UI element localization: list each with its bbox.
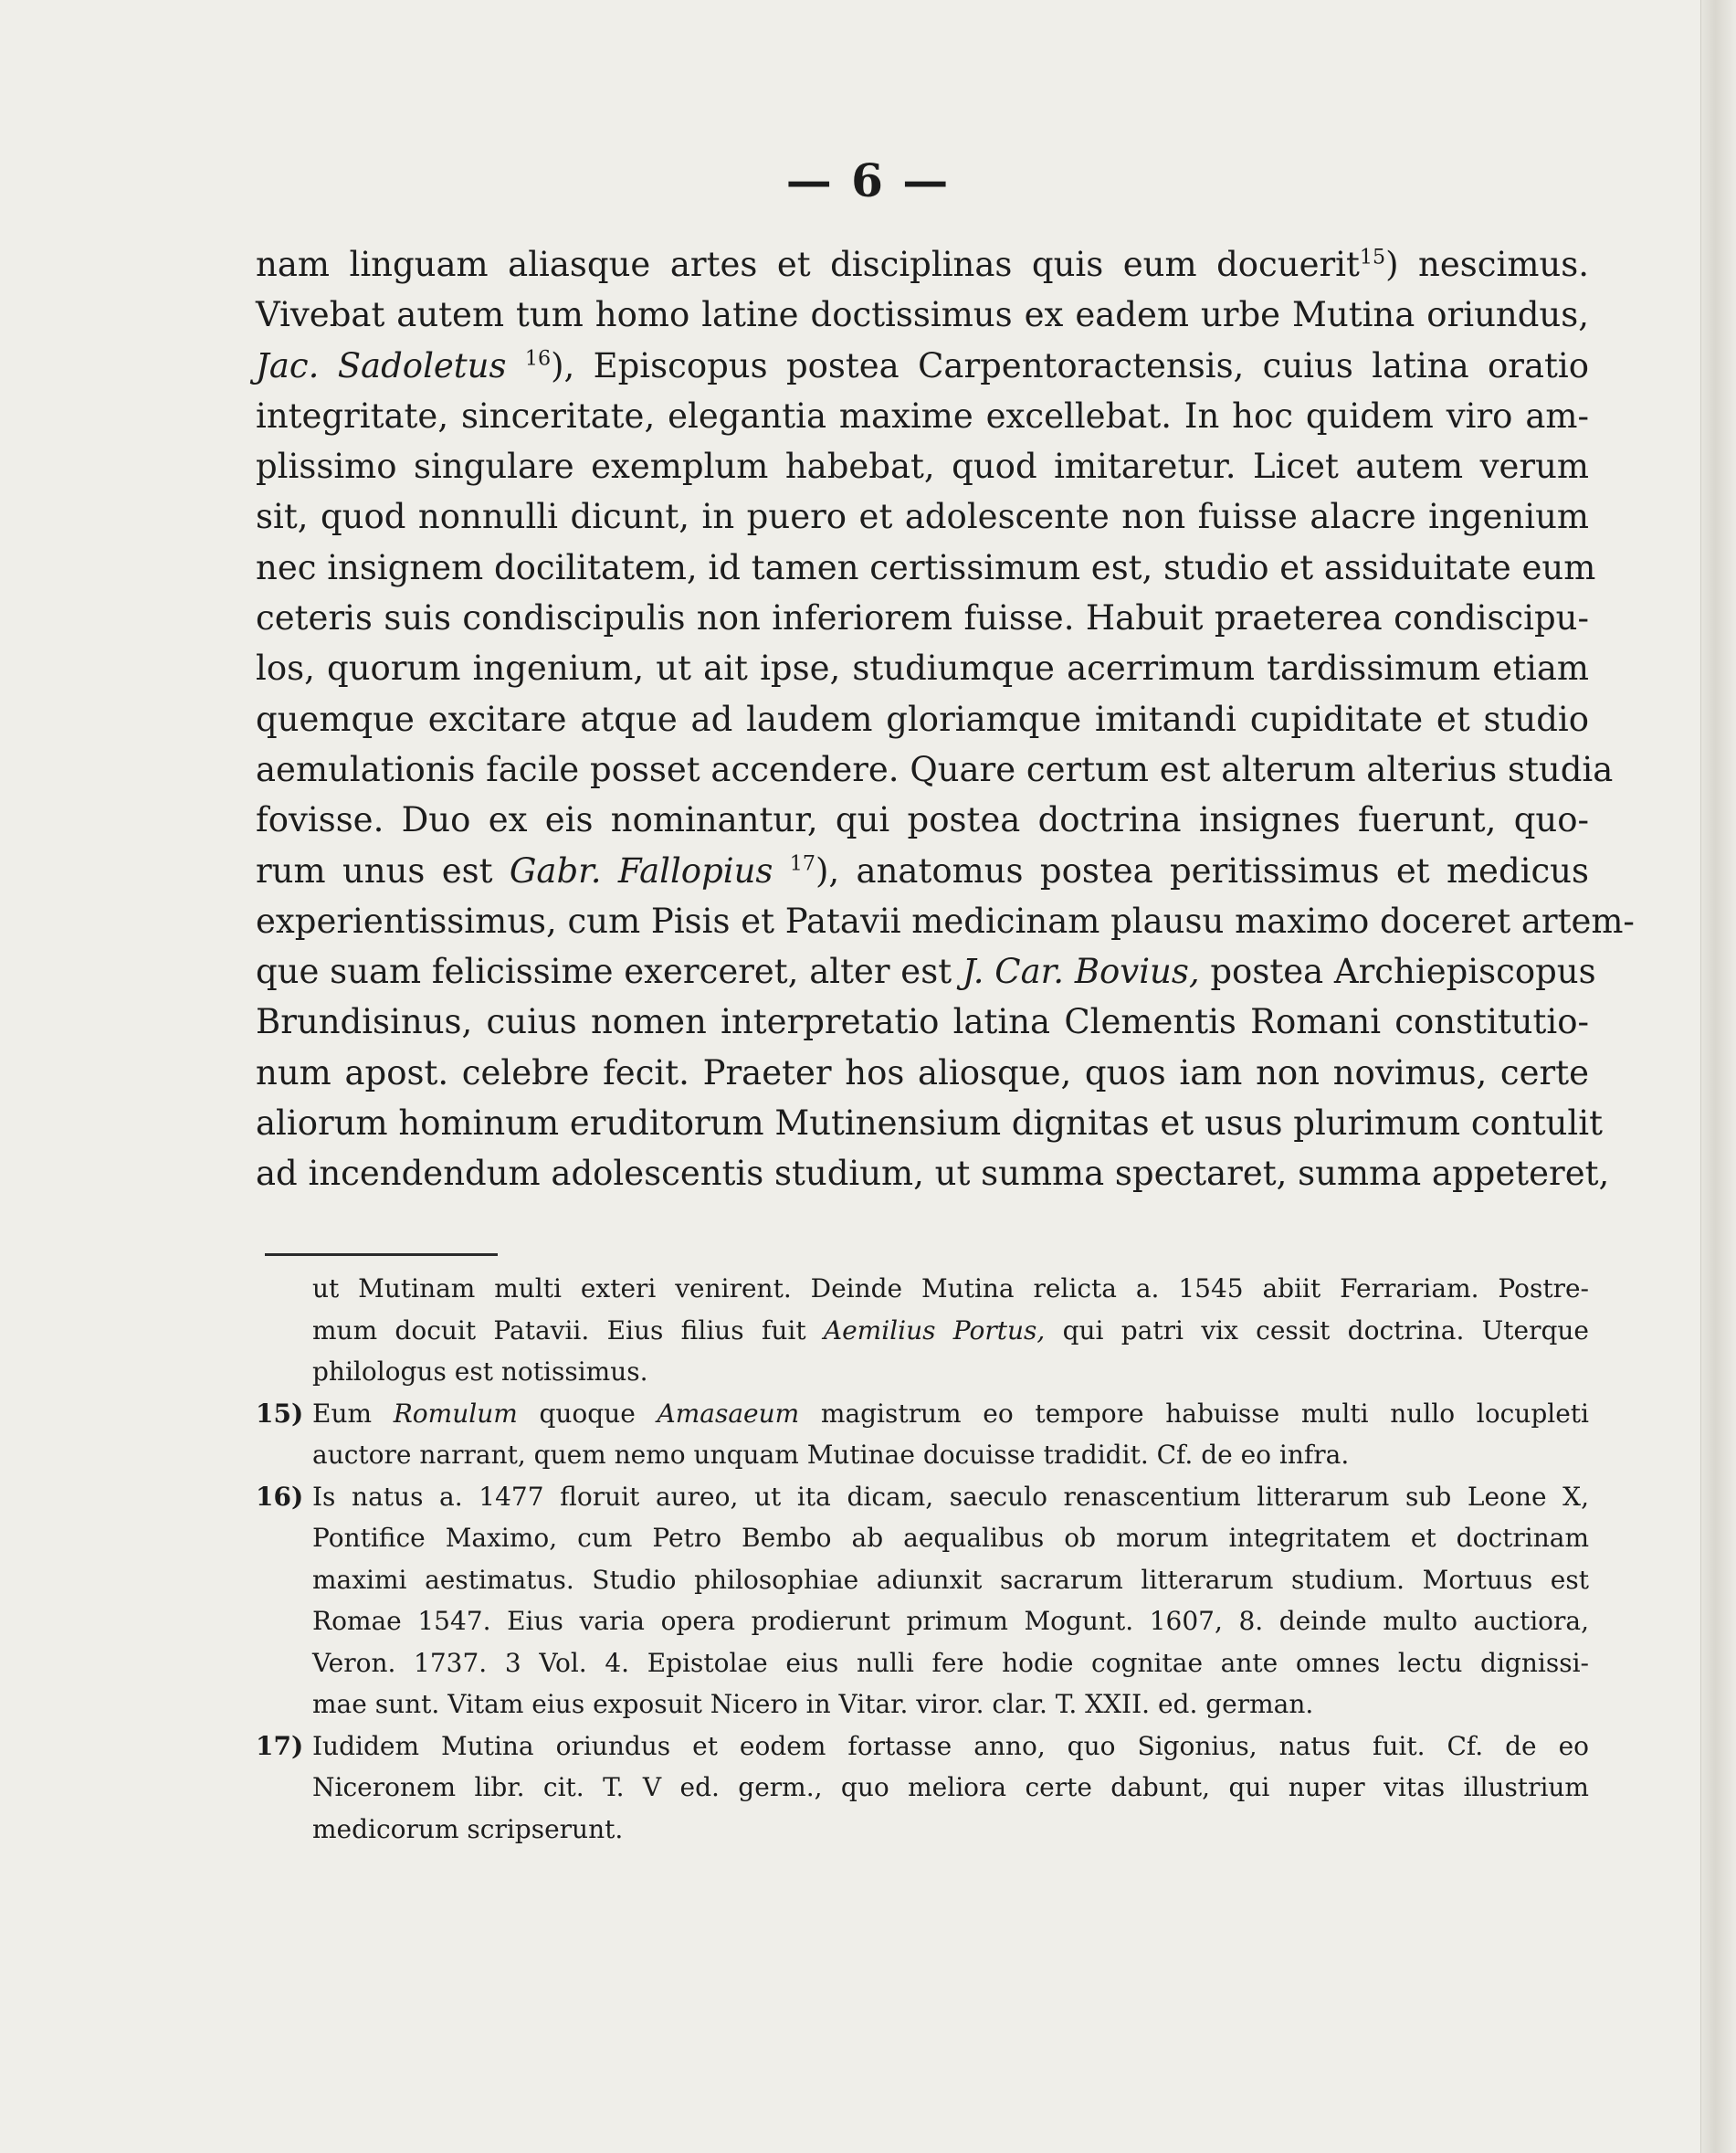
text-line: fovisse. Duo ex eis nominantur, qui postea doctrina insignes fuerunt, quo- [256,800,1589,840]
footnote-ref: 15 [1359,245,1386,269]
footnote-ref: 17 [789,851,815,876]
text-line: Brundisinus, cuius nomen interpretatio latina Clementis Romani constitutio- [256,1002,1589,1042]
footnote-17: 17) Iudidem Mutina oriundus et eodem fortasse anno, quo Sigonius, natus fuit. Cf. de eo [256,1726,1589,1768]
footnote-line: Romae 1547. Eius varia opera prodierunt primum Mogunt. 1607, 8. deinde multo auctiora, [312,1606,1589,1636]
footnote-number: 17) [256,1730,304,1761]
footnote-number: 16) [256,1481,304,1512]
text-line: los, quorum ingenium, ut ait ipse, studiumque acerrimum tardissimum etiam [256,649,1589,689]
text-line: quemque excitare atque ad laudem gloriamque imitandi cupiditate et studio [256,699,1589,739]
footnote-number: 15) [256,1398,304,1429]
text-line: ceteris suis condiscipulis non inferiorem fuisse. Habuit praeterea condiscipu- [256,598,1589,639]
footnote-ref: 16 [524,346,552,371]
text-line: aemulationis facile posset accendere. Quare certum est alterum alterius studia [256,749,1614,789]
footnote-15: 15) Eum Romulum quoque Amasaeum magistrum eo tempore habuisse multi nullo locupleti [256,1393,1589,1435]
text-line: num apost. celebre fecit. Praeter hos aliosque, quos iam non novimus, certe [256,1052,1589,1092]
text-line: integritate, sinceritate, elegantia maxime excellebat. In hoc quidem viro am- [256,396,1589,436]
text-line: ad incendendum adolescentis studium, ut summa spectaret, summa appeteret, [256,1154,1610,1194]
footnote-divider [265,1253,498,1256]
text-line: nec insignem docilitatem, id tamen certissimum est, studio et assiduitate eum [256,547,1596,587]
text-line: Jac. Sadoletus $^{16}$), Episcopus postea Carpentoractensis, cuius latina oratio [256,345,1590,385]
footnote-line: ut Mutinam multi exteri venirent. Deinde Mutina relicta a. 1545 abiit Ferrariam. Postre- [312,1273,1589,1303]
text-line: rum unus est Gabr. Fallopius $^{17}$), anatomus postea peritissimus et medicus [256,850,1590,891]
footnote-line: auctore narrant, quem nemo unquam Mutinae docuisse tradidit. Cf. de eo infra. [312,1440,1350,1470]
footnote-line: Pontifice Maximo, cum Petro Bembo ab aequalibus ob morum integritatem et doctrinam [312,1523,1589,1553]
text-line: que suam felicissime exerceret, alter est J. Car. Bovius, postea Archiepiscopus [256,952,1596,992]
text-line: aliorum hominum eruditorum Mutinensium dignitas et usus plurimum contulit [256,1103,1603,1144]
footnote-line: Veron. 1737. 3 Vol. 4. Epistolae eius nulli fere hodie cognitae ante omnes lectu dignissi- [312,1647,1589,1678]
footnotes [256,1268,1589,1850]
footnote-line: medicorum scripserunt. [312,1813,624,1844]
text-line: sit, quod nonnulli dicunt, in puero et adolescente non fuisse alacre ingenium [256,497,1589,537]
footnote-16: 16) Is natus a. 1477 floruit aureo, ut ita dicam, saeculo renascentium litterarum sub Leone X, [256,1476,1589,1518]
footnote-line: philologus est notissimus. [312,1356,648,1387]
footnote-line: maximi aestimatus. Studio philosophiae adiunxit sacrarum litterarum studium. Mortuus est [312,1564,1589,1595]
footnote-line: Niceronem libr. cit. T. V ed. germ., quo meliora certe dabunt, qui nuper vitas illustrium [312,1772,1589,1802]
footnote-line: mum docuit Patavii. Eius filius fuit Aemilius Portus, qui patri vix cessit doctrina. Uterque [312,1314,1589,1346]
footnote-line: mae sunt. Vitam eius exposuit Nicero in Vitar. viror. clar. T. XXII. ed. german. [312,1689,1314,1719]
text-line: plissimo singulare exemplum habebat, quod imitaretur. Licet autem verum [256,447,1589,487]
page-number: — 6 — [785,153,951,207]
page-edge [1700,0,1736,2153]
text-line: Vivebat autem tum homo latine doctissimus ex eadem urbe Mutina oriundus, [256,295,1589,335]
text-line: nam linguam aliasque artes et disciplinas quis eum docuerit$^{15}$) nescimus. [256,245,1589,284]
text-line: experientissimus, cum Pisis et Patavii medicinam plausu maximo doceret artem- [256,901,1635,941]
main-text [256,239,1635,1199]
